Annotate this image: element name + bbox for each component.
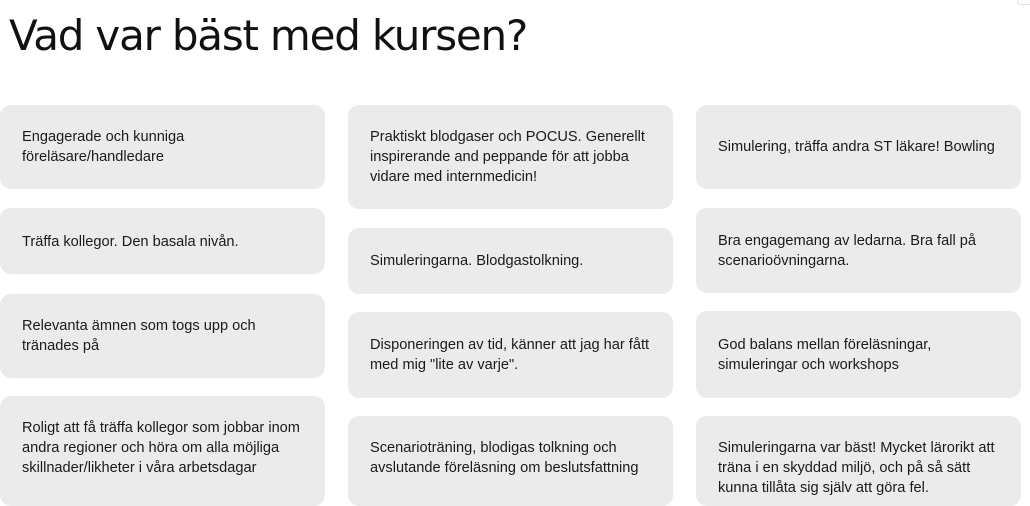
response-card bbox=[0, 208, 325, 274]
response-card bbox=[348, 312, 673, 398]
response-card bbox=[696, 311, 1021, 398]
response-text: Roligt att få träffa kollegor som jobbar inom andra regioner och höra om alla möjliga skillnader/likheter i våra arbetsdagar bbox=[22, 420, 300, 476]
response-text: Disponeringen av tid, känner att jag har fått med mig "lite av varje". bbox=[370, 337, 650, 373]
response-card bbox=[348, 105, 673, 209]
response-card bbox=[696, 105, 1021, 189]
response-card bbox=[696, 416, 1021, 506]
response-card bbox=[696, 208, 1021, 293]
response-text: Simuleringarna var bäst! Mycket lärorikt att träna i en skyddad miljö, och på så sätt kunna tillåta sig själv att göra fel. bbox=[718, 440, 995, 496]
response-card bbox=[348, 228, 673, 294]
response-text: God balans mellan föreläsningar, simuleringar och workshops bbox=[718, 336, 932, 373]
response-card bbox=[0, 294, 325, 378]
response-text: Praktiskt blodgaser och POCUS. Generellt inspirerande and peppande för att jobba vidare med internmedicin! bbox=[370, 129, 645, 185]
response-text: Engagerade och kunniga föreläsare/handledare bbox=[22, 129, 185, 165]
response-text: Scenarioträning, blodigas tolkning och avslutande föreläsning om beslutsfattning bbox=[370, 440, 639, 476]
response-card bbox=[0, 105, 325, 189]
response-text: Simuleringarna. Blodgastolkning. bbox=[370, 253, 584, 269]
response-card bbox=[0, 396, 325, 506]
response-text: Relevanta ämnen som togs upp och tränades på bbox=[22, 318, 256, 354]
response-text: Simulering, träffa andra ST läkare! Bowling bbox=[718, 139, 995, 155]
response-card bbox=[348, 416, 673, 506]
response-text: Träffa kollegor. Den basala nivån. bbox=[22, 234, 239, 250]
page-title: Vad var bäst med kursen? bbox=[9, 11, 528, 60]
response-text: Bra engagemang av ledarna. Bra fall på scenarioövningarna. bbox=[718, 232, 976, 269]
corner-decoration bbox=[1017, 0, 1030, 5]
